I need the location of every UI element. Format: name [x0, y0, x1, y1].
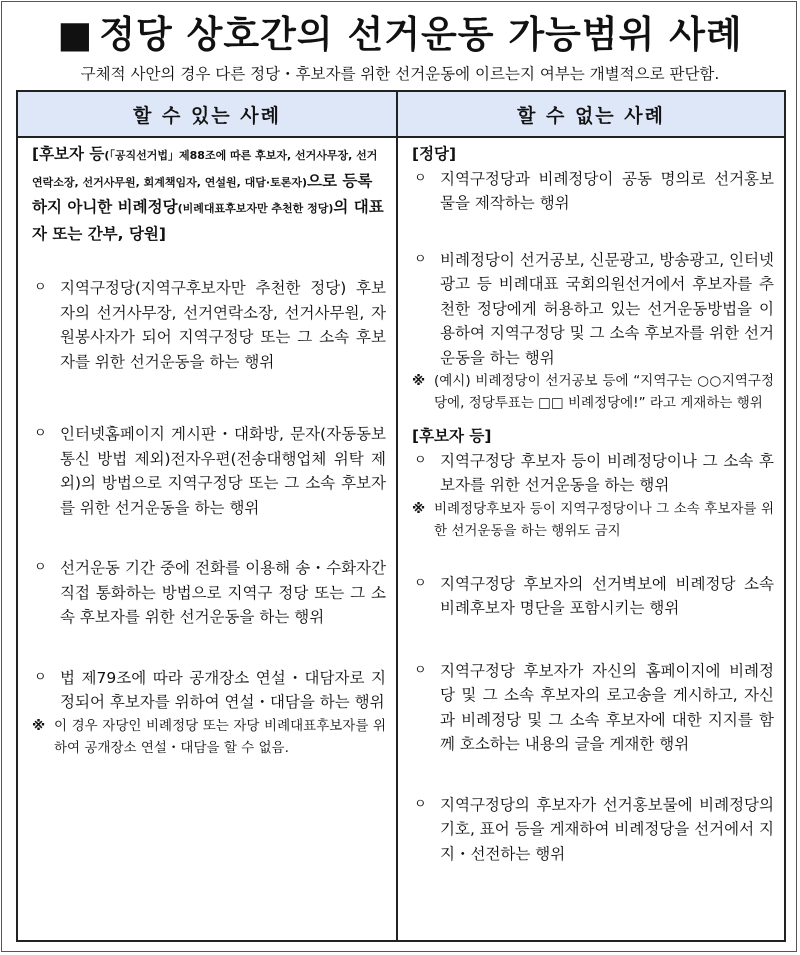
- note-text: (예시) 비례정당이 선거공보 등에 “지역구는 ○○지역구정당에, 정당투표는 □□ 비례정당에!” 라고 게재하는 행위: [434, 373, 774, 411]
- list-item: [412, 449, 774, 498]
- reference-mark-icon: ※: [412, 373, 426, 389]
- circle-bullet-icon: ㅇ: [414, 452, 427, 468]
- circle-bullet-icon: ㅇ: [414, 575, 427, 591]
- list-item: [412, 793, 774, 867]
- heading-detail: (비례대표후보자만 추천한 정당): [177, 202, 334, 215]
- page-title: [0, 4, 800, 58]
- left-section-heading: [32, 142, 386, 246]
- circle-bullet-icon: ㅇ: [34, 669, 47, 685]
- reference-mark-icon: ※: [32, 717, 46, 734]
- list-item: [32, 422, 386, 520]
- comparison-table: [16, 90, 786, 942]
- circle-bullet-icon: ㅇ: [414, 796, 427, 812]
- list-item: [412, 167, 774, 216]
- header-allowed: 할 수 있는 사례: [17, 91, 397, 137]
- item-text: 선거운동 기간 중에 전화를 이용해 송・수화자간 직접 통화하는 방법으로 지역구 정당 또는 그 소속 후보자를 위한 선거운동을 하는 행위: [60, 559, 386, 626]
- list-item: [32, 276, 386, 374]
- list-item: [412, 248, 774, 371]
- item-text: 지역구정당 후보자 등이 비례정당이나 그 소속 후보자를 위한 선거운동을 하는 행위: [440, 451, 774, 494]
- heading-part: 으로 등록하지 아니한 비례정당: [32, 171, 373, 216]
- list-item: [32, 556, 386, 630]
- list-item: [412, 659, 774, 757]
- item-text: 지역구정당과 비례정당이 공동 명의로 선거홍보물을 제작하는 행위: [440, 169, 774, 212]
- heading-part: [후보자 등: [32, 145, 105, 163]
- item-text: 지역구정당 후보자가 자신의 홈페이지에 비례정당 및 그 소속 후보자의 로고송을 게시하고, 자신과 비례정당 및 그 소속 후보자에 대한 지지를 함께 호소하는 내용의 글을 게재한 행위: [440, 661, 774, 753]
- note: [412, 498, 774, 542]
- circle-bullet-icon: ㅇ: [34, 280, 47, 295]
- circle-bullet-icon: ㅇ: [414, 170, 427, 186]
- note: [412, 370, 774, 414]
- note-text: 비례정당후보자 등이 지역구정당이나 그 소속 후보자를 위한 선거운동을 하는 행위도 금지: [434, 500, 774, 539]
- section-heading-party: [정당]: [412, 145, 457, 163]
- allowed-column: [17, 137, 397, 941]
- list-item: [412, 572, 774, 621]
- square-bullet-icon: ■: [57, 13, 94, 56]
- subtitle: 구체적 사안의 경우 다른 정당・후보자를 위한 선거운동에 이르는지 여부는 개별적으로 판단함.: [80, 65, 720, 83]
- circle-bullet-icon: ㅇ: [34, 560, 47, 575]
- reference-mark-icon: ※: [412, 500, 426, 517]
- header-not-allowed: 할 수 없는 사례: [397, 91, 785, 137]
- item-text: 지역구정당 후보자의 선거벽보에 비례정당 소속 비례후보자 명단을 포함시키는 행위: [440, 574, 774, 617]
- circle-bullet-icon: ㅇ: [34, 426, 47, 441]
- not-allowed-column: [397, 137, 785, 941]
- circle-bullet-icon: ㅇ: [414, 662, 427, 678]
- title-text: 정당 상호간의 선거운동 가능범위 사례: [99, 13, 743, 56]
- item-text: 지역구정당(지역구후보자만 추천한 정당) 후보자의 선거사무장, 선거연락소장, 선거사무원, 자원봉사자가 되어 지역구정당 또는 그 소속 후보자를 위한 선거운동을 하는 행위: [60, 279, 386, 371]
- note-text: 이 경우 자당인 비례정당 또는 자당 비례대표후보자를 위하여 공개장소 연설・대담을 할 수 없음.: [54, 717, 386, 756]
- note: [32, 715, 386, 759]
- heading-part: 의 대표자 또는 간부, 당원]: [32, 198, 384, 243]
- item-text: 지역구정당의 후보자가 선거홍보물에 비례정당의 기호, 표어 등을 게재하여 비례정당을 선거에서 지지・선전하는 행위: [440, 795, 774, 863]
- item-text: 비례정당이 선거공보, 신문광고, 방송광고, 인터넷광고 등 비례대표 국회의원선거에서 후보자를 추천한 정당에게 허용하고 있는 선거운동방법을 이용하여 지역구정당 및 그 소속 후보자를 위한 선거운동을 하는 행위: [440, 250, 774, 367]
- circle-bullet-icon: ㅇ: [414, 251, 427, 267]
- heading-detail: (「공직선거법」제88조에 따른 후보자, 선거사무장, 선거연락소장, 선거사무원, 회계책임자, 연설원, 대담·토론자): [32, 149, 378, 189]
- list-item: [32, 666, 386, 715]
- item-text: 법 제79조에 따라 공개장소 연설・대담자로 지정되어 후보자를 위하여 연설・대담을 하는 행위: [60, 668, 386, 711]
- item-text: 인터넷홈페이지 게시판・대화방, 문자(자동동보통신 방법 제외)전자우편(전송대행업체 위탁 제외)의 방법으로 지역구정당 또는 그 소속 후보자를 위한 선거운동을 하는 행위: [60, 425, 386, 517]
- section-heading-candidates: [후보자 등]: [412, 427, 492, 445]
